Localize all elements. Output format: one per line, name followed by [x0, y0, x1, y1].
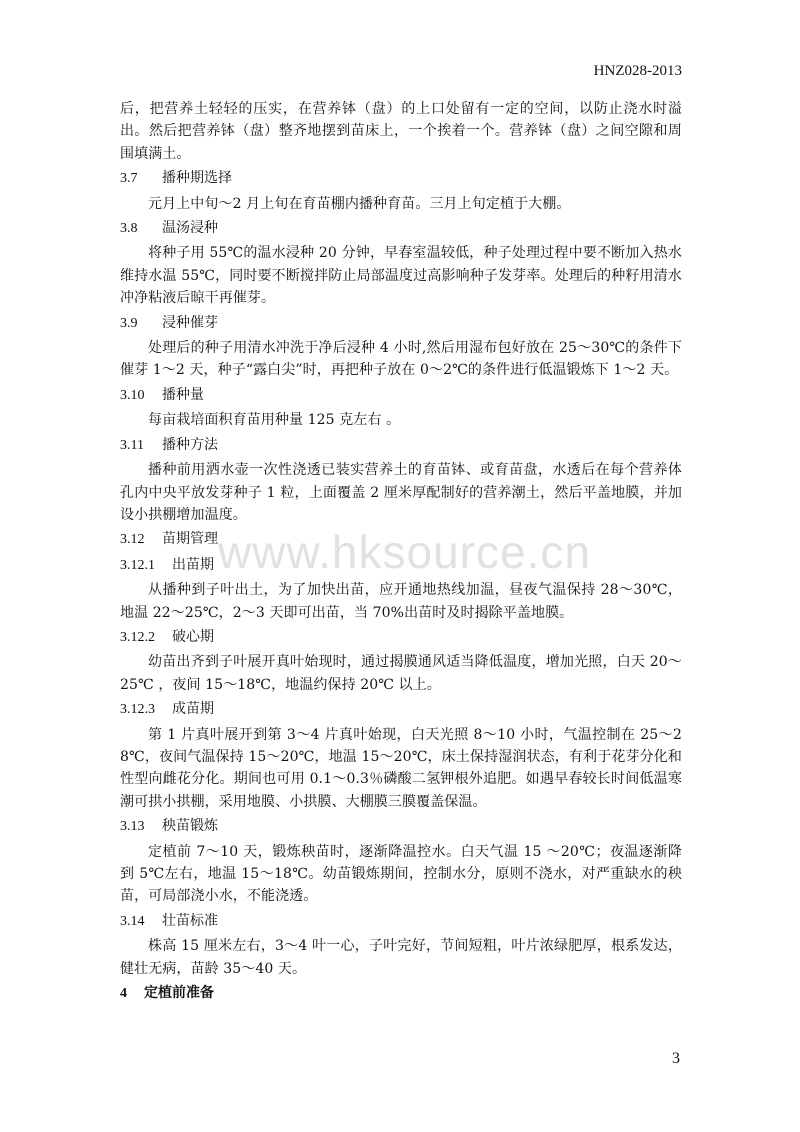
section-title: 定植前准备 [144, 985, 214, 1002]
section-title: 苗期管理 [162, 531, 218, 548]
section-title: 播种量 [162, 386, 204, 403]
subsection-heading [120, 626, 682, 649]
section-title: 出苗期 [172, 556, 214, 573]
paragraph: 定植前 7～10 天，锻炼秧苗时，逐渐降温控水。白天气温 15 ～20℃；夜温逐渐降到 5℃左右，地温 15～18℃。幼苗锻炼期间，控制水分，原则不浇水，对严重缺水的秧苗，可局部浇小水，不能浇透。 [120, 843, 682, 905]
page-number: 3 [672, 1050, 680, 1067]
subsection-heading [120, 698, 682, 721]
section-number: 3.14 [120, 913, 145, 929]
section-heading [120, 312, 682, 335]
paragraph: 元月上中旬～2 月上旬在育苗棚内播种育苗。三月上旬定植于大棚。 [148, 195, 571, 212]
section-title: 浸种催芽 [162, 314, 218, 331]
paragraph: 后，把营养土轻轻的压实，在营养钵（盘）的上口处留有一定的空间，以防止浇水时溢出。然后把营养钵（盘）整齐地摆到苗床上，一个挨着一个。营养钵（盘）之间空隙和周围填满土。 [120, 101, 682, 162]
paragraph: 从播种到子叶出土，为了加快出苗，应开通地热线加温，昼夜气温保持 28～30℃，地温 22～25℃，2～3 天即可出苗，当 70%出苗时及时揭除平盖地膜。 [120, 582, 682, 621]
section-heading [120, 167, 682, 190]
section-number: 3.12 [120, 532, 145, 548]
section-number: 3.12.3 [120, 702, 155, 718]
section-heading [120, 815, 682, 838]
document-code: HNZ028-2013 [593, 63, 682, 79]
section-number: 4 [120, 986, 127, 1002]
section-number: 3.10 [120, 387, 145, 403]
section-number: 3.12.2 [120, 629, 155, 645]
section-heading [120, 384, 682, 407]
section-number: 3.7 [120, 171, 138, 187]
section-title: 播种方法 [162, 436, 218, 453]
section-title: 破心期 [172, 628, 214, 645]
section-number: 3.12.1 [120, 557, 155, 573]
section-number: 3.11 [120, 437, 144, 453]
section-title: 壮苗标准 [162, 912, 218, 929]
paragraph: 株高 15 厘米左右，3～4 叶一心，子叶完好，节间短粗，叶片浓绿肥厚，根系发达，健壮无病，苗龄 35～40 天。 [120, 938, 682, 977]
section-title: 秧苗锻炼 [162, 818, 218, 835]
section-heading [120, 910, 682, 933]
paragraph: 第 1 片真叶展开到第 3～4 片真叶始现，白天光照 8～10 小时，气温控制在 25～28℃，夜间气温保持 15～20℃，地温 15～20℃，床土保持湿润状态，有利于花芽分化和性型向雌花分化。期间也可用 0.1～0.3％磷酸二氢钾根外追肥。如遇早春较长时间低温寒潮可拱小拱棚，采用地膜、小拱膜、大棚膜三膜覆盖保温。 [120, 726, 682, 810]
paragraph: 处理后的种子用清水冲洗于净后浸种 4 小时,然后用湿布包好放在 25～30℃的条件下催芽 1～2 天，种子“露白尖”时，再把种子放在 0～2℃的条件进行低温锻炼下 1～2 天。 [120, 340, 682, 379]
chapter-heading [120, 982, 682, 1005]
section-title: 播种期选择 [162, 170, 232, 187]
paragraph: 播种前用洒水壶一次性浇透已装实营养土的育苗钵、或育苗盘，水透后在每个营养体孔内中央平放发芽种子 1 粒，上面覆盖 2 厘米厚配制好的营养潮土，然后平盖地膜，并加设小拱棚增加温度。 [120, 462, 682, 523]
paragraph: 幼苗出齐到子叶展开真叶始现时，通过揭膜通风适当降低温度，增加光照，白天 20～25℃ ，夜间 15～18℃，地温约保持 20℃ 以上。 [120, 654, 682, 693]
watermark-text: www.hksource.cn [218, 526, 591, 578]
section-heading [120, 434, 682, 457]
section-number: 3.13 [120, 819, 145, 835]
section-title: 温汤浸种 [162, 220, 218, 237]
section-title: 成苗期 [172, 701, 214, 718]
paragraph: 每亩栽培面积育苗用种量 125 克左右 。 [148, 412, 401, 429]
section-heading [120, 217, 682, 240]
section-number: 3.9 [120, 315, 138, 331]
paragraph: 将种子用 55℃的温水浸种 20 分钟，早春室温较低，种子处理过程中要不断加入热水维持水温 55℃，同时要不断搅拌防止局部温度过高影响种子发芽率。处理后的种籽用清水冲净粘液后晾干再催芽。 [120, 245, 682, 307]
section-number: 3.8 [120, 221, 138, 237]
